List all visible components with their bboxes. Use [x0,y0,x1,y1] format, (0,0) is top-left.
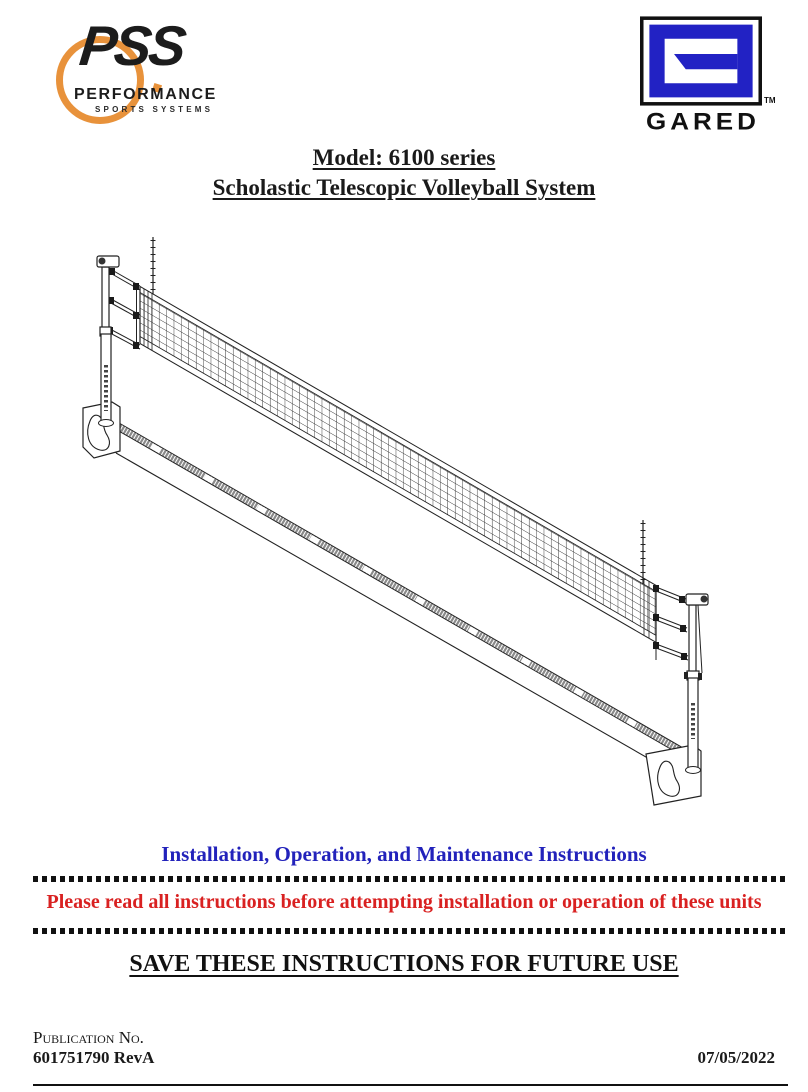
pss-logo [56,14,241,120]
title-line-1: Model: 6100 series [312,145,496,170]
gared-wordmark: GARED [646,107,760,135]
footer-rule [33,1084,788,1086]
gared-g-icon [640,16,762,106]
save-instructions-text: SAVE THESE INSTRUCTIONS FOR FUTURE USE [129,951,679,977]
title-line-2: Scholastic Telescopic Volleyball System [212,175,596,200]
publication-date: 07/05/2022 [697,1048,775,1067]
instructions-heading: Installation, Operation, and Maintenance Instructions [161,842,647,866]
pss-acronym: PSS [76,14,187,77]
pss-performance-label: PERFORMANCE [74,86,217,103]
publication-number: 601751790 RevA [33,1048,155,1067]
warning-text: Please read all instructions before attempting installation or operation of these units [46,891,762,913]
gared-logo [640,16,780,135]
document-title [0,144,808,204]
volleyball-system-illustration [50,225,760,815]
pss-sports-systems-label: SPORTS SYSTEMS [95,105,214,114]
dotted-rule-bottom [33,928,788,934]
publication-label: Publication No. [33,1028,144,1047]
save-instructions-heading [0,951,808,978]
dotted-rule-top [33,876,788,882]
gared-tm-mark: TM [764,96,776,105]
